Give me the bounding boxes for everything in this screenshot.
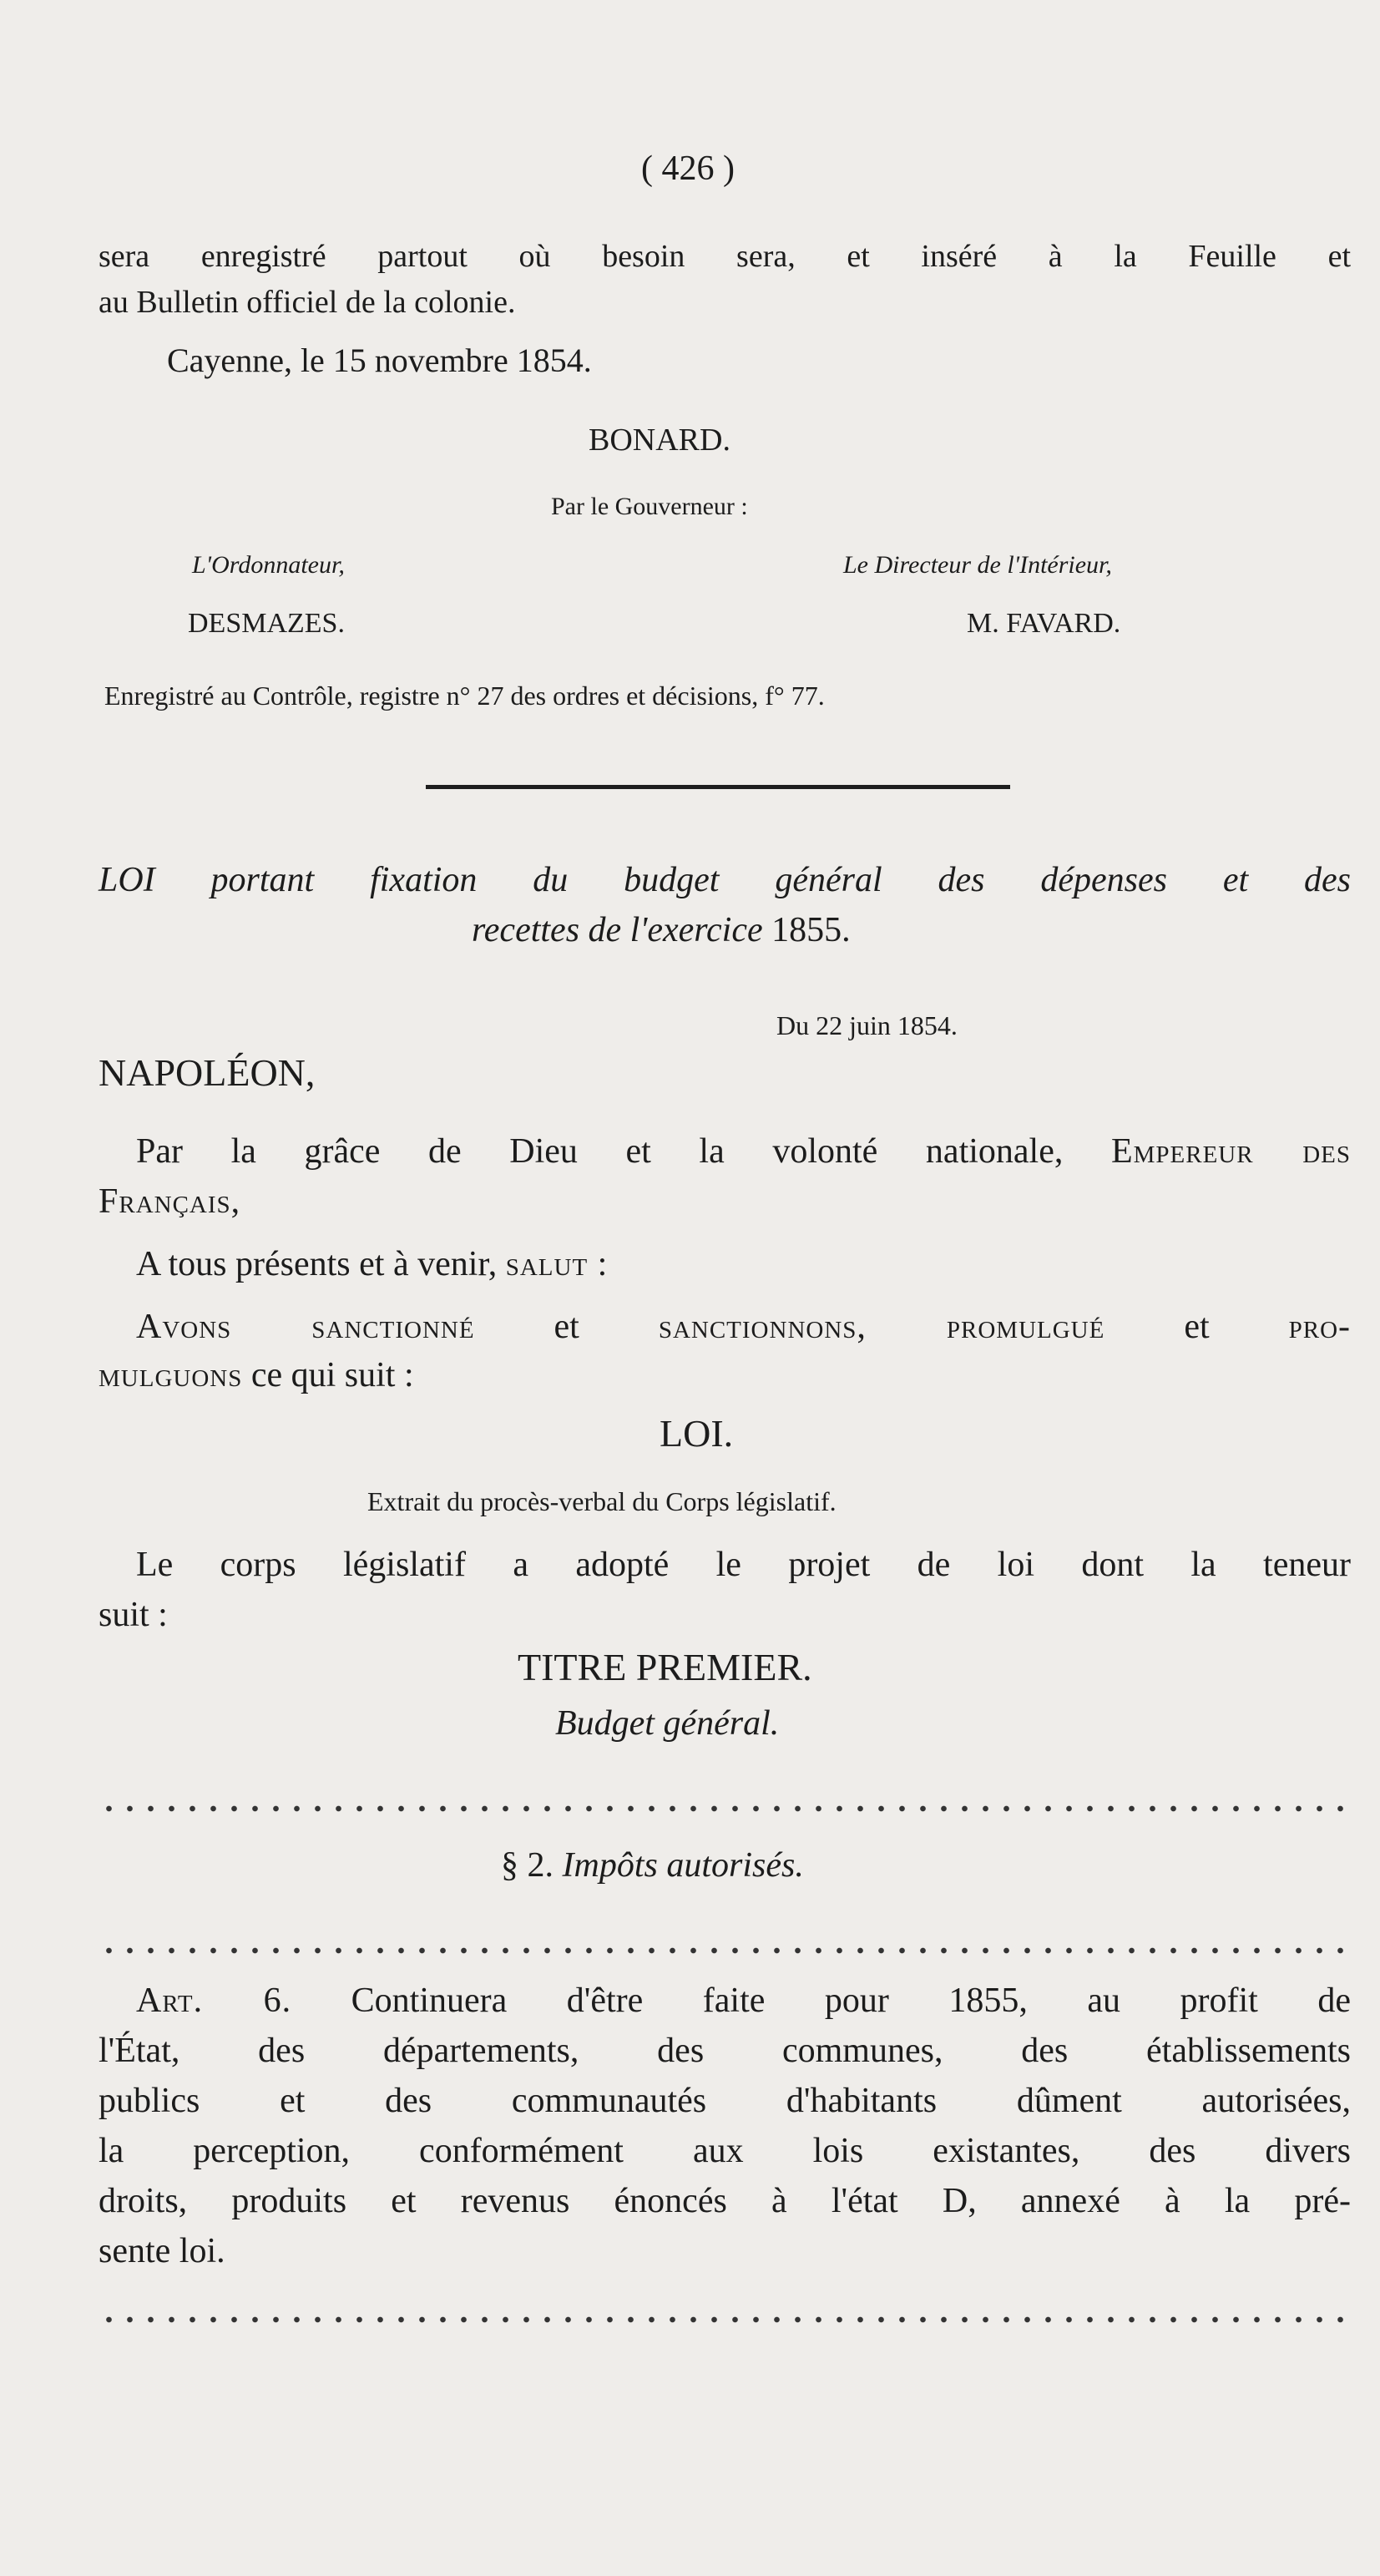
law-title-line-1: LOI portant fixation du budget général des dépenses et des	[99, 861, 1351, 899]
page-number: ( 426 )	[641, 149, 735, 188]
salut-word: salut :	[505, 1245, 609, 1283]
ellipsis-row-2	[99, 1946, 1351, 1956]
avons-line-1	[136, 1307, 1351, 1347]
place-date: Cayenne, le 15 novembre 1854.	[167, 342, 592, 379]
ordonnateur-title: L'Ordonnateur,	[192, 551, 345, 579]
section-heading	[501, 1845, 804, 1885]
sanctionnons-word: sanctionnons, promulgué	[658, 1308, 1105, 1346]
ce-qui-suit: ce qui suit :	[242, 1356, 414, 1394]
article-label: Art. 6.	[136, 1981, 292, 2020]
article-line-1	[136, 1981, 1351, 2021]
mulguons-word: mulguons	[99, 1356, 243, 1394]
law-date: Du 22 juin 1854.	[776, 1010, 958, 1040]
corps-line-2: suit :	[99, 1596, 168, 1634]
signatory-governor: BONARD.	[589, 423, 730, 458]
avons-line-2	[99, 1355, 414, 1395]
law-title-year: 1855.	[771, 911, 851, 949]
ordonnateur-name: DESMAZES.	[188, 608, 345, 639]
et-word-2: et	[1105, 1308, 1289, 1346]
salutation	[136, 1244, 608, 1284]
article-line-4: la perception, conformément aux lois existantes, des divers	[99, 2132, 1351, 2170]
et-word-1: et	[474, 1308, 659, 1346]
directeur-title: Le Directeur de l'Intérieur,	[843, 551, 1112, 579]
directeur-name: M. FAVARD.	[967, 608, 1121, 639]
grace-line-1	[136, 1131, 1351, 1172]
section-number: § 2.	[501, 1846, 563, 1885]
budget-general: Budget général.	[555, 1704, 780, 1743]
article-line-3: publics et des communautés d'habitants dûment autorisées,	[99, 2082, 1351, 2120]
ellipsis-row-3	[99, 2315, 1351, 2325]
grace-line-2: Français,	[99, 1182, 241, 1221]
loi-heading: LOI.	[660, 1412, 734, 1455]
pro-word: pro-	[1288, 1308, 1352, 1346]
ellipsis-row-1	[99, 1804, 1351, 1814]
article-line-2: l'État, des départements, des communes, des établissements	[99, 2032, 1351, 2070]
par-le-gouverneur: Par le Gouverneur :	[551, 493, 748, 520]
sanctionne-word: Avons sanctionné	[136, 1308, 475, 1346]
closing-line-1: sera enregistré partout où besoin sera, et inséré à la Feuille et	[99, 239, 1351, 274]
law-title-line-2	[472, 910, 851, 950]
grace-text: Par la grâce de Dieu et la volonté nationale,	[136, 1132, 1111, 1171]
article-line-5: droits, produits et revenus énoncés à l'état D, annexé à la pré-	[99, 2182, 1351, 2220]
closing-line-2: au Bulletin officiel de la colonie.	[99, 285, 516, 320]
emperor-title: Empereur des	[1110, 1132, 1351, 1171]
law-title-line-2-text: recettes de l'exercice	[472, 911, 772, 949]
emperor-name: NAPOLÉON,	[99, 1051, 316, 1094]
registration-note: Enregistré au Contrôle, registre n° 27 des ordres et décisions, f° 77.	[104, 681, 825, 711]
salutation-text: A tous présents et à venir,	[136, 1245, 506, 1283]
corps-line-1: Le corps législatif a adopté le projet de loi dont la teneur	[136, 1546, 1351, 1584]
article-line-1-text: Continuera d'être faite pour 1855, au profit de	[291, 1981, 1351, 2020]
section-title: Impôts autorisés.	[562, 1846, 804, 1885]
titre-premier: TITRE PREMIER.	[518, 1646, 812, 1688]
extrait-line: Extrait du procès-verbal du Corps législatif.	[367, 1486, 837, 1516]
section-divider	[426, 785, 1010, 789]
article-line-6: sente loi.	[99, 2232, 225, 2270]
